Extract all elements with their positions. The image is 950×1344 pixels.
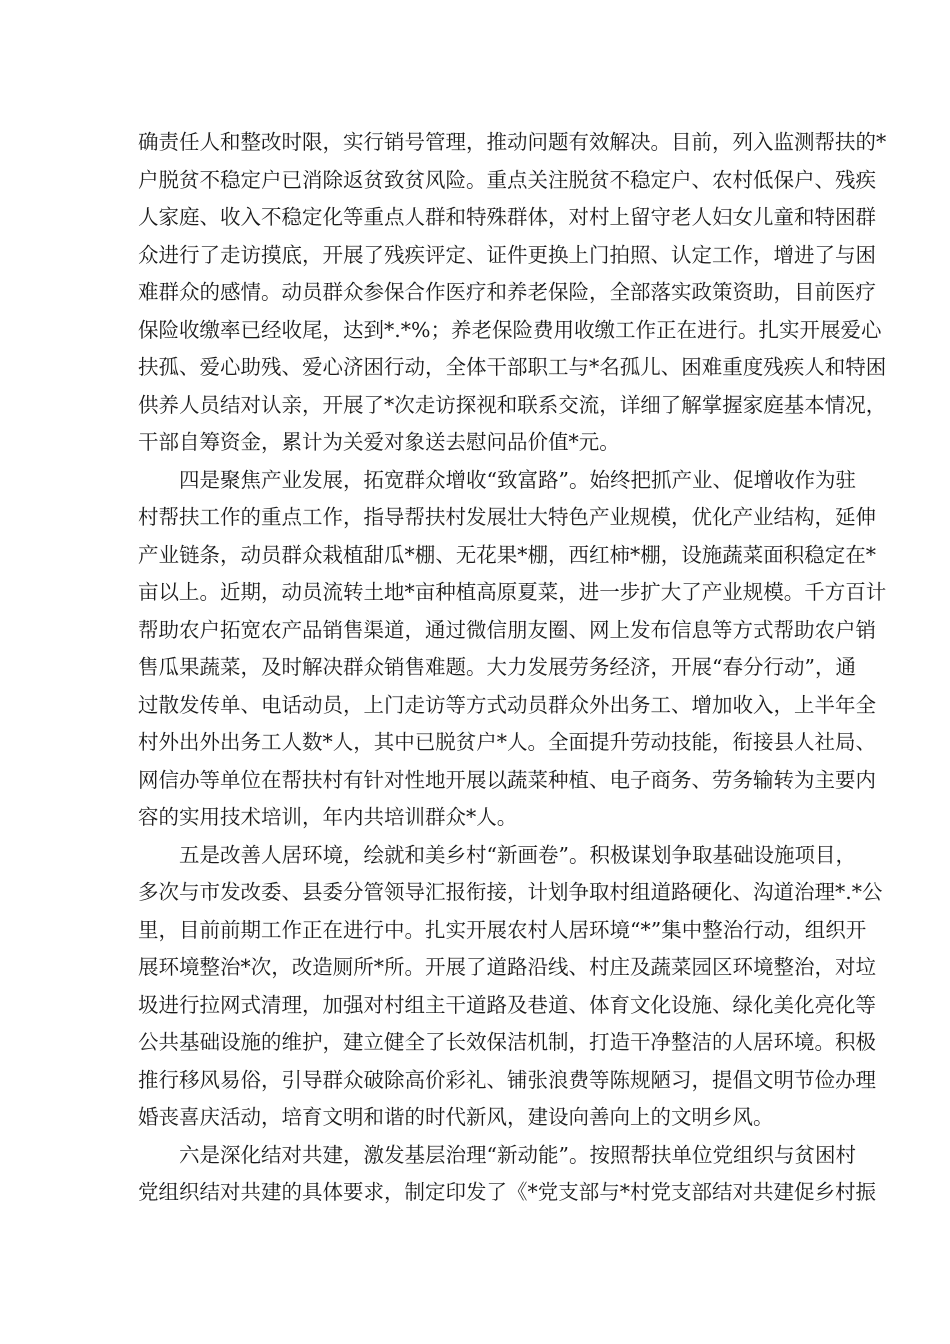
text-line: 推行移风易俗，引导群众破除高价彩礼、铺张浪费等陈规陋习，提倡文明节俭办理 xyxy=(138,1067,876,1092)
document-body xyxy=(138,124,887,1212)
text-line: 村外出外出务工人数*人，其中已脱贫户*人。全面提升劳动技能，衔接县人社局、 xyxy=(138,730,876,754)
text-line: 里，目前前期工作正在进行中。扎实开展农村人居环境“*”集中整治行动，组织开 xyxy=(138,917,867,942)
text-line: 保险收缴率已经收尾，达到*.*%；养老保险费用收缴工作正在进行。扎实开展爱心 xyxy=(138,317,882,342)
text-line: 众进行了走访摸底，开展了残疾评定、证件更换上门拍照、认定工作，增进了与困 xyxy=(138,242,876,267)
text-line: 产业链条，动员群众栽植甜瓜*棚、无花果*棚，西红柿*棚，设施蔬菜面积稳定在* xyxy=(138,542,876,567)
text-line: 供养人员结对认亲，开展了*次走访探视和联系交流，详细了解掌握家庭基本情况， xyxy=(138,392,887,417)
text-line: 村帮扶工作的重点工作，指导帮扶村发展壮大特色产业规模，优化产业结构，延伸 xyxy=(138,505,876,529)
text-line: 扶孤、爱心助残、爱心济困行动，全体干部职工与*名孤儿、困难重度残疾人和特困 xyxy=(138,355,887,379)
text-line: 多次与市发改委、县委分管领导汇报衔接，计划争取村组道路硬化、沟道治理*.*公 xyxy=(138,880,883,904)
text-line: 干部自筹资金，累计为关爱对象送去慰问品价值*元。 xyxy=(138,430,620,454)
text-line: 网信办等单位在帮扶村有针对性地开展以蔬菜种植、电子商务、劳务输转为主要内 xyxy=(138,767,876,792)
text-line: 售瓜果蔬菜，及时解决群众销售难题。大力发展劳务经济，开展“春分行动”，通 xyxy=(138,655,856,679)
text-line: 容的实用技术培训，年内共培训群众*人。 xyxy=(138,805,518,829)
text-line: 户脱贫不稳定户已消除返贫致贫风险。重点关注脱贫不稳定户、农村低保户、残疾 xyxy=(138,167,876,192)
text-line: 人家庭、收入不稳定化等重点人群和特殊群体，对村上留守老人妇女儿童和特困群 xyxy=(138,205,876,229)
paragraph-heading-line: 六是深化结对共建，激发基层治理“新动能”。按照帮扶单位党组织与贫困村 xyxy=(179,1142,856,1167)
paragraph-heading-line: 四是聚焦产业发展，拓宽群众增收“致富路”。始终把抓产业、促增收作为驻 xyxy=(179,467,856,492)
text-line: 确责任人和整改时限，实行销号管理，推动问题有效解决。目前，列入监测帮扶的* xyxy=(138,130,887,154)
text-line: 公共基础设施的维护，建立健全了长效保洁机制，打造干净整洁的人居环境。积极 xyxy=(138,1030,876,1054)
text-line: 婚丧喜庆活动，培育文明和谐的时代新风，建设向善向上的文明乡风。 xyxy=(138,1105,774,1129)
text-line: 帮助农户拓宽农产品销售渠道，通过微信朋友圈、网上发布信息等方式帮助农户销 xyxy=(138,617,876,642)
text-line: 展环境整治*次，改造厕所*所。开展了道路沿线、村庄及蔬菜园区环境整治，对垃 xyxy=(138,955,876,979)
text-line: 党组织结对共建的具体要求，制定印发了《*党支部与*村党支部结对共建促乡村振 xyxy=(138,1180,876,1204)
text-line: 圾进行拉网式清理，加强对村组主干道路及巷道、体育文化设施、绿化美化亮化等 xyxy=(138,992,876,1017)
text-line: 难群众的感情。动员群众参保合作医疗和养老保险，全部落实政策资助，目前医疗 xyxy=(138,280,876,304)
text-line: 过散发传单、电话动员，上门走访等方式动员群众外出务工、增加收入，上半年全 xyxy=(138,692,876,717)
text-line: 亩以上。近期，动员流转土地*亩种植高原夏菜，进一步扩大了产业规模。千方百计 xyxy=(138,580,887,604)
paragraph-heading-line: 五是改善人居环境，绘就和美乡村“新画卷”。积极谋划争取基础设施项目， xyxy=(179,842,856,867)
